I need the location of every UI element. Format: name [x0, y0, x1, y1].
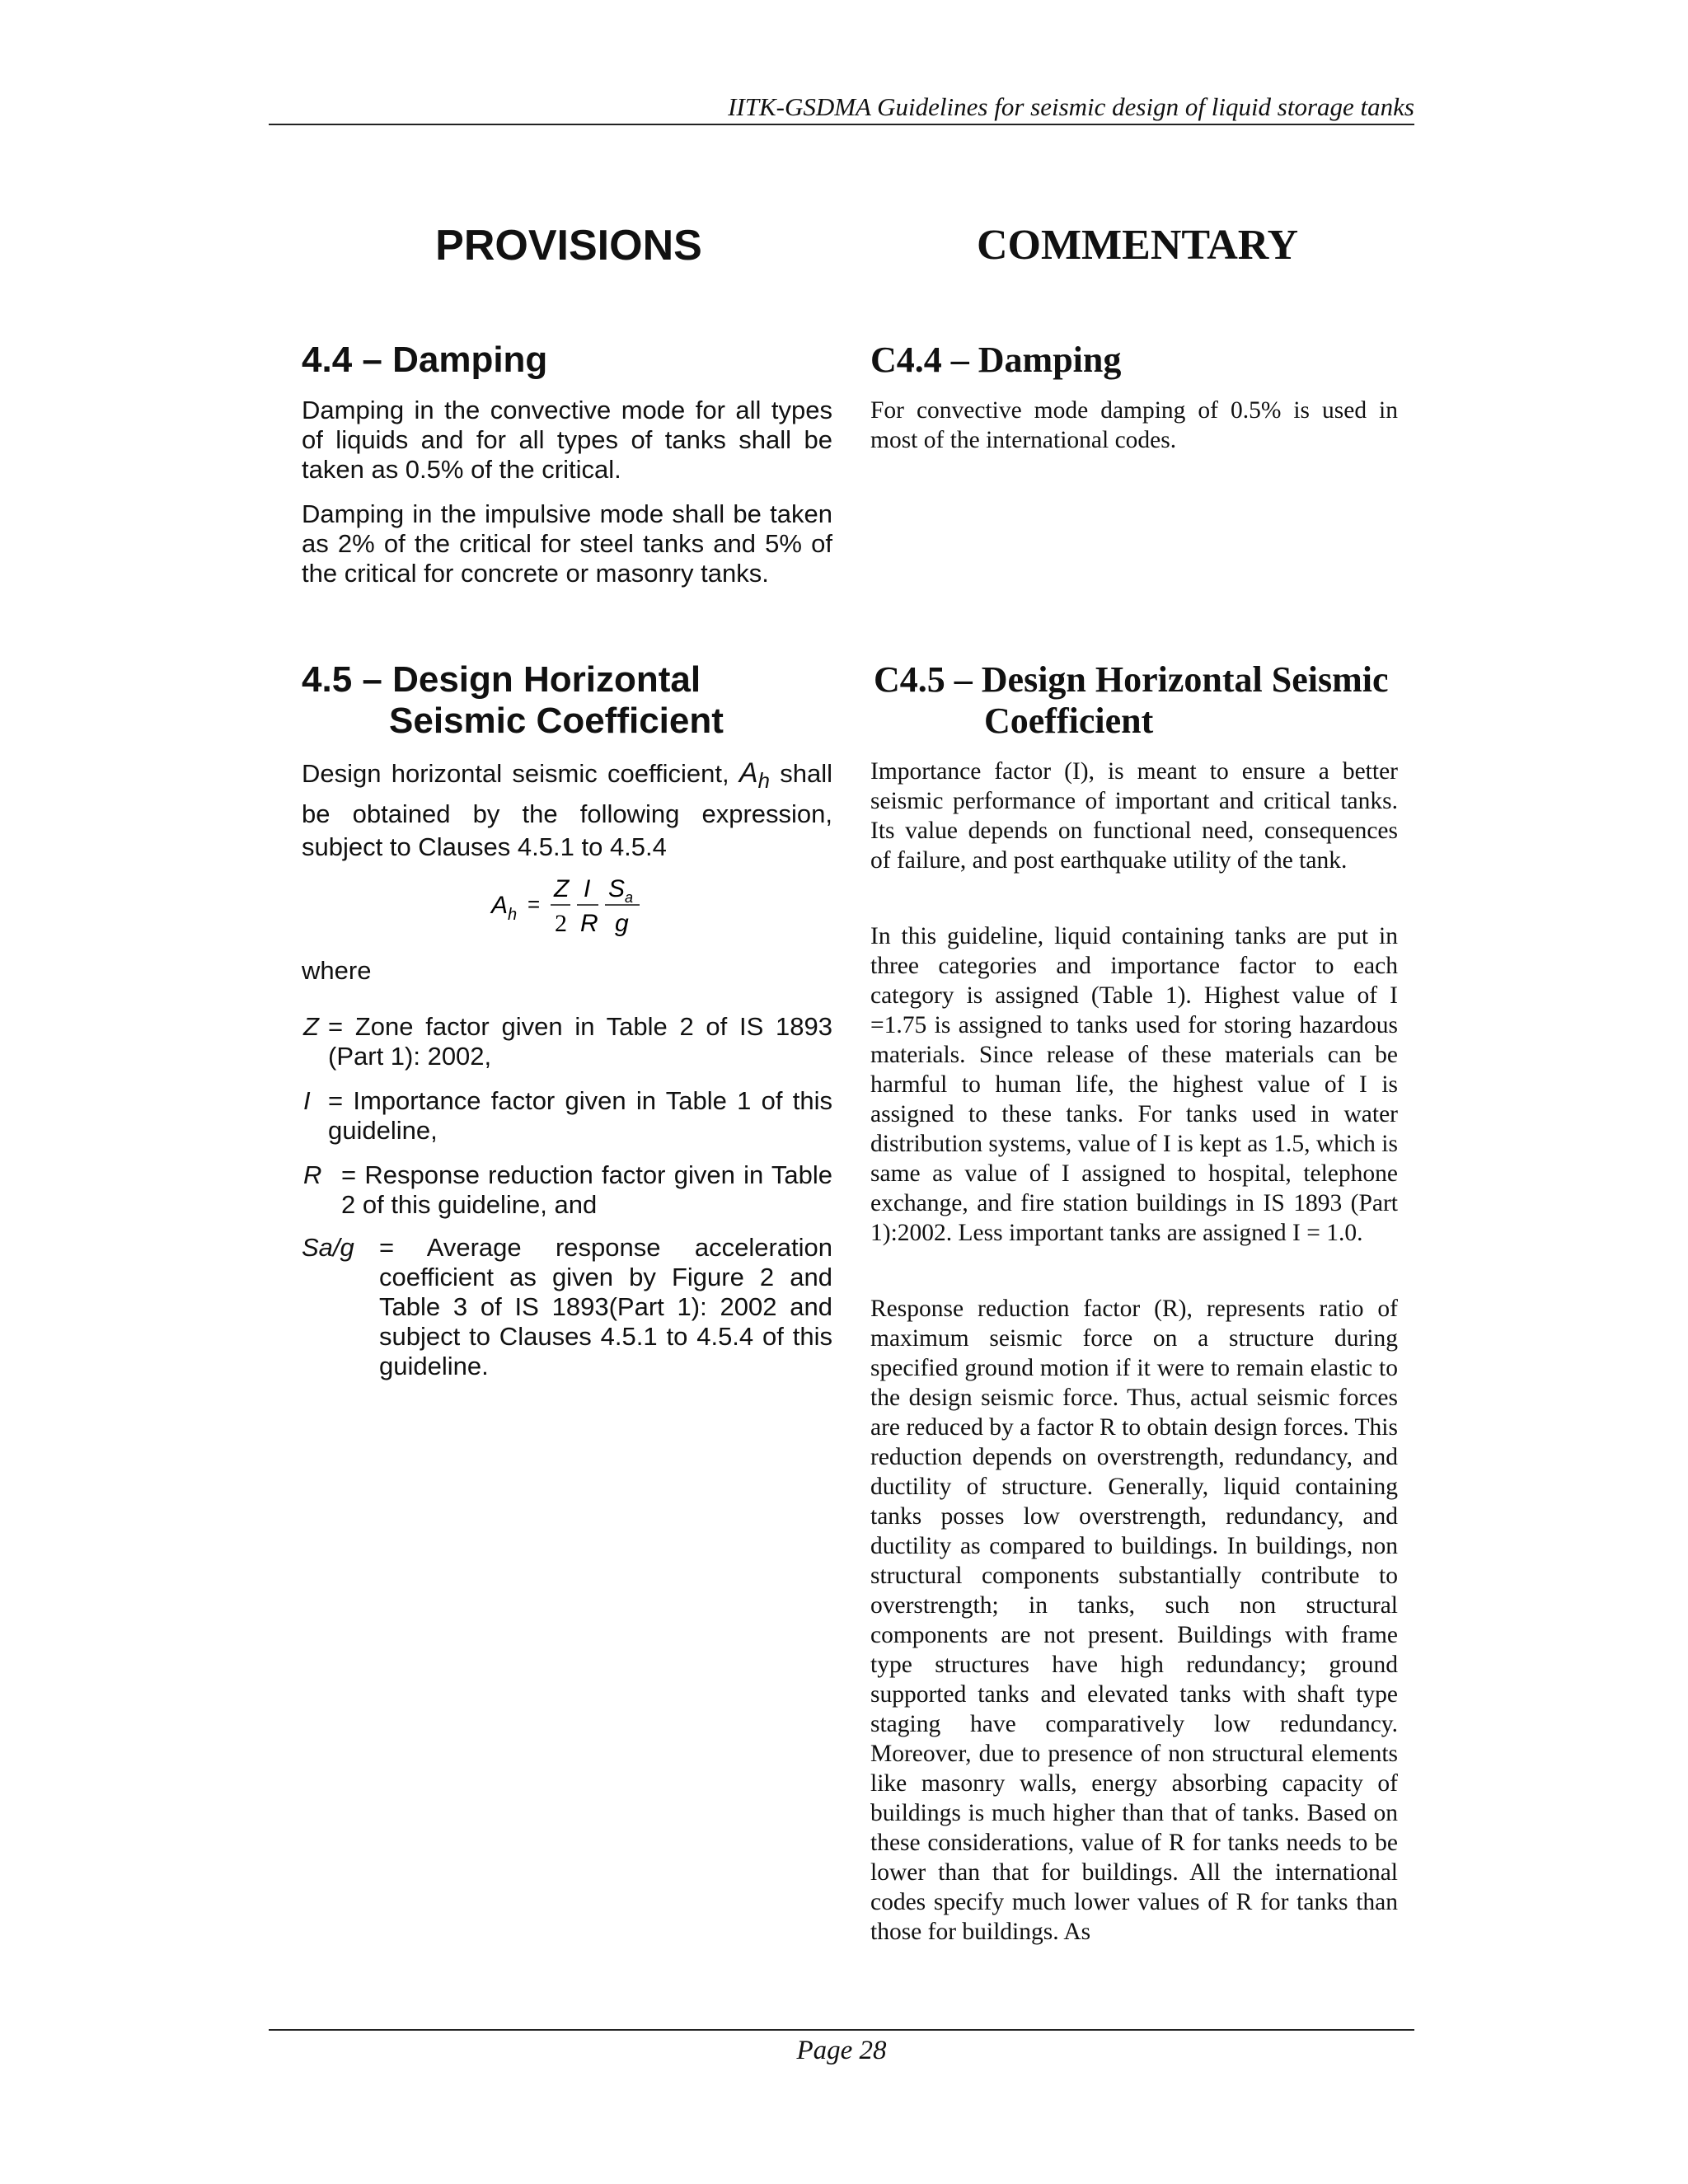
commentary-c4-4-title: C4.4 – Damping: [870, 340, 1122, 380]
definition-text-content: = Response reduction factor given in Table 2 of this guideline, and: [341, 1160, 832, 1219]
definition-text-content: = Average response acceleration coefficient as given by Figure 2 and Table 3 of IS 1893(Part 1): 2002 and subject to Clauses 4.5.1 to 4.5.4 of this guideline.: [379, 1233, 832, 1380]
definition-symbol: Sa/g: [302, 1233, 354, 1262]
commentary-c4-5-title-line-2: Coefficient: [984, 701, 1154, 741]
section-4-4-title: 4.4 – Damping: [302, 340, 548, 380]
commentary-c4-5-paragraph-2: In this guideline, liquid containing tanks are put in three categories and importance factor to each category is assigned (Table 1). Highest value of I =1.75 is assigned to tanks used for storing hazardous materials. Since release of these materials can be harmful to human life, the highest value of I is assigned to these tanks. For tanks used in water distribution systems, value of I is kept as 1.5, which is same as value of I assigned to hospital, telephone exchange, and fire station buildings in IS 1893 (Part 1):2002. Less important tanks are assigned I = 1.0.: [870, 923, 1398, 1246]
eq-den-3: g: [615, 910, 629, 937]
eq-equals: =: [528, 892, 541, 916]
running-header: IITK-GSDMA Guidelines for seismic design of liquid storage tanks: [728, 92, 1414, 121]
ah-subscript: h: [757, 770, 770, 794]
eq-lhs: A: [491, 892, 509, 919]
design-coefficient-equation: [478, 857, 668, 940]
definition-z: [303, 1012, 832, 1071]
section-4-5-title: [302, 659, 724, 742]
definition-text: [328, 1012, 832, 1071]
eq-num-3-sub: a: [625, 889, 634, 906]
definition-r: [303, 1160, 832, 1220]
definition-text-content: = Zone factor given in Table 2 of IS 1893 (Part 1): 2002,: [328, 1012, 832, 1071]
definition-symbol: I: [303, 1086, 311, 1115]
definition-text-content: = Importance factor given in Table 1 of this guideline,: [328, 1086, 832, 1145]
ah-symbol: A: [738, 757, 758, 789]
section-4-5-intro: [302, 757, 832, 864]
definition-i: [303, 1086, 832, 1146]
definition-sa-g: [302, 1233, 832, 1381]
header-rule: [269, 124, 1414, 125]
eq-lhs-sub: h: [508, 906, 518, 924]
commentary-heading: COMMENTARY: [976, 222, 1299, 269]
section-4-4-paragraph-1: Damping in the convective mode for all types of liquids and for all types of tanks shall be taken as 0.5% of the critical.: [302, 396, 832, 484]
commentary-c4-4-paragraph: For convective mode damping of 0.5% is used in most of the international codes.: [870, 397, 1398, 453]
eq-num-2: I: [584, 875, 591, 902]
definition-text: [379, 1233, 832, 1381]
eq-den-1: 2: [555, 910, 567, 937]
section-4-5-title-line-2: Seismic Coefficient: [389, 701, 724, 741]
eq-num-1: Z: [554, 875, 570, 902]
intro-text-end: shall be obtained by the following expression, subject to Clauses 4.5.1 to 4.5.4: [302, 759, 832, 862]
definition-text: [328, 1086, 832, 1146]
commentary-c4-5-title: [874, 659, 1409, 742]
definition-text: [341, 1160, 832, 1220]
provisions-heading: PROVISIONS: [435, 222, 702, 269]
eq-num-3: S: [608, 875, 626, 902]
commentary-c4-5-paragraph-3: Response reduction factor (R), represents ratio of maximum seismic force on a structure during specified ground motion if it were to remain elastic to the design seismic force. Thus, actual seismic forces are reduced by a factor R to obtain design forces. This reduction depends on overstrength, redundancy, and ductility of structure. Generally, liquid containing tanks posses low overstrength, redundancy, and ductility as compared to buildings. In buildings, non structural components substantially contribute to overstrength; in tanks, such non structural components are not present. Buildings with frame type structures have high redundancy; ground supported tanks and elevated tanks with shaft type staging have comparatively low redundancy. Moreover, due to presence of non structural elements like masonry walls, energy absorbing capacity of buildings is much higher than that of tanks. Based on these considerations, value of R for tanks needs to be lower than that for buildings. All the international codes specify much lower values of R for tanks than those for buildings. As: [870, 1296, 1398, 1945]
where-label: where: [302, 956, 372, 985]
definition-symbol: Z: [303, 1012, 319, 1041]
commentary-c4-5-paragraph-1: Importance factor (I), is meant to ensure a better seismic performance of important and critical tanks. Its value depends on functional need, consequences of failure, and post earthquake utility of the tank.: [870, 758, 1398, 874]
intro-text-start: Design horizontal seismic coefficient,: [302, 759, 729, 788]
eq-den-2: R: [580, 910, 598, 937]
footer-rule: [269, 2029, 1414, 2031]
section-4-5-title-line-1: 4.5 – Design Horizontal: [302, 659, 701, 700]
page-number: Page 28: [796, 2036, 887, 2065]
section-4-4-paragraph-2: Damping in the impulsive mode shall be taken as 2% of the critical for steel tanks and 5% of the critical for concrete or masonry tanks.: [302, 499, 832, 588]
commentary-c4-5-title-line-1: C4.5 – Design Horizontal Seismic: [874, 659, 1389, 700]
definition-symbol: R: [303, 1160, 322, 1189]
